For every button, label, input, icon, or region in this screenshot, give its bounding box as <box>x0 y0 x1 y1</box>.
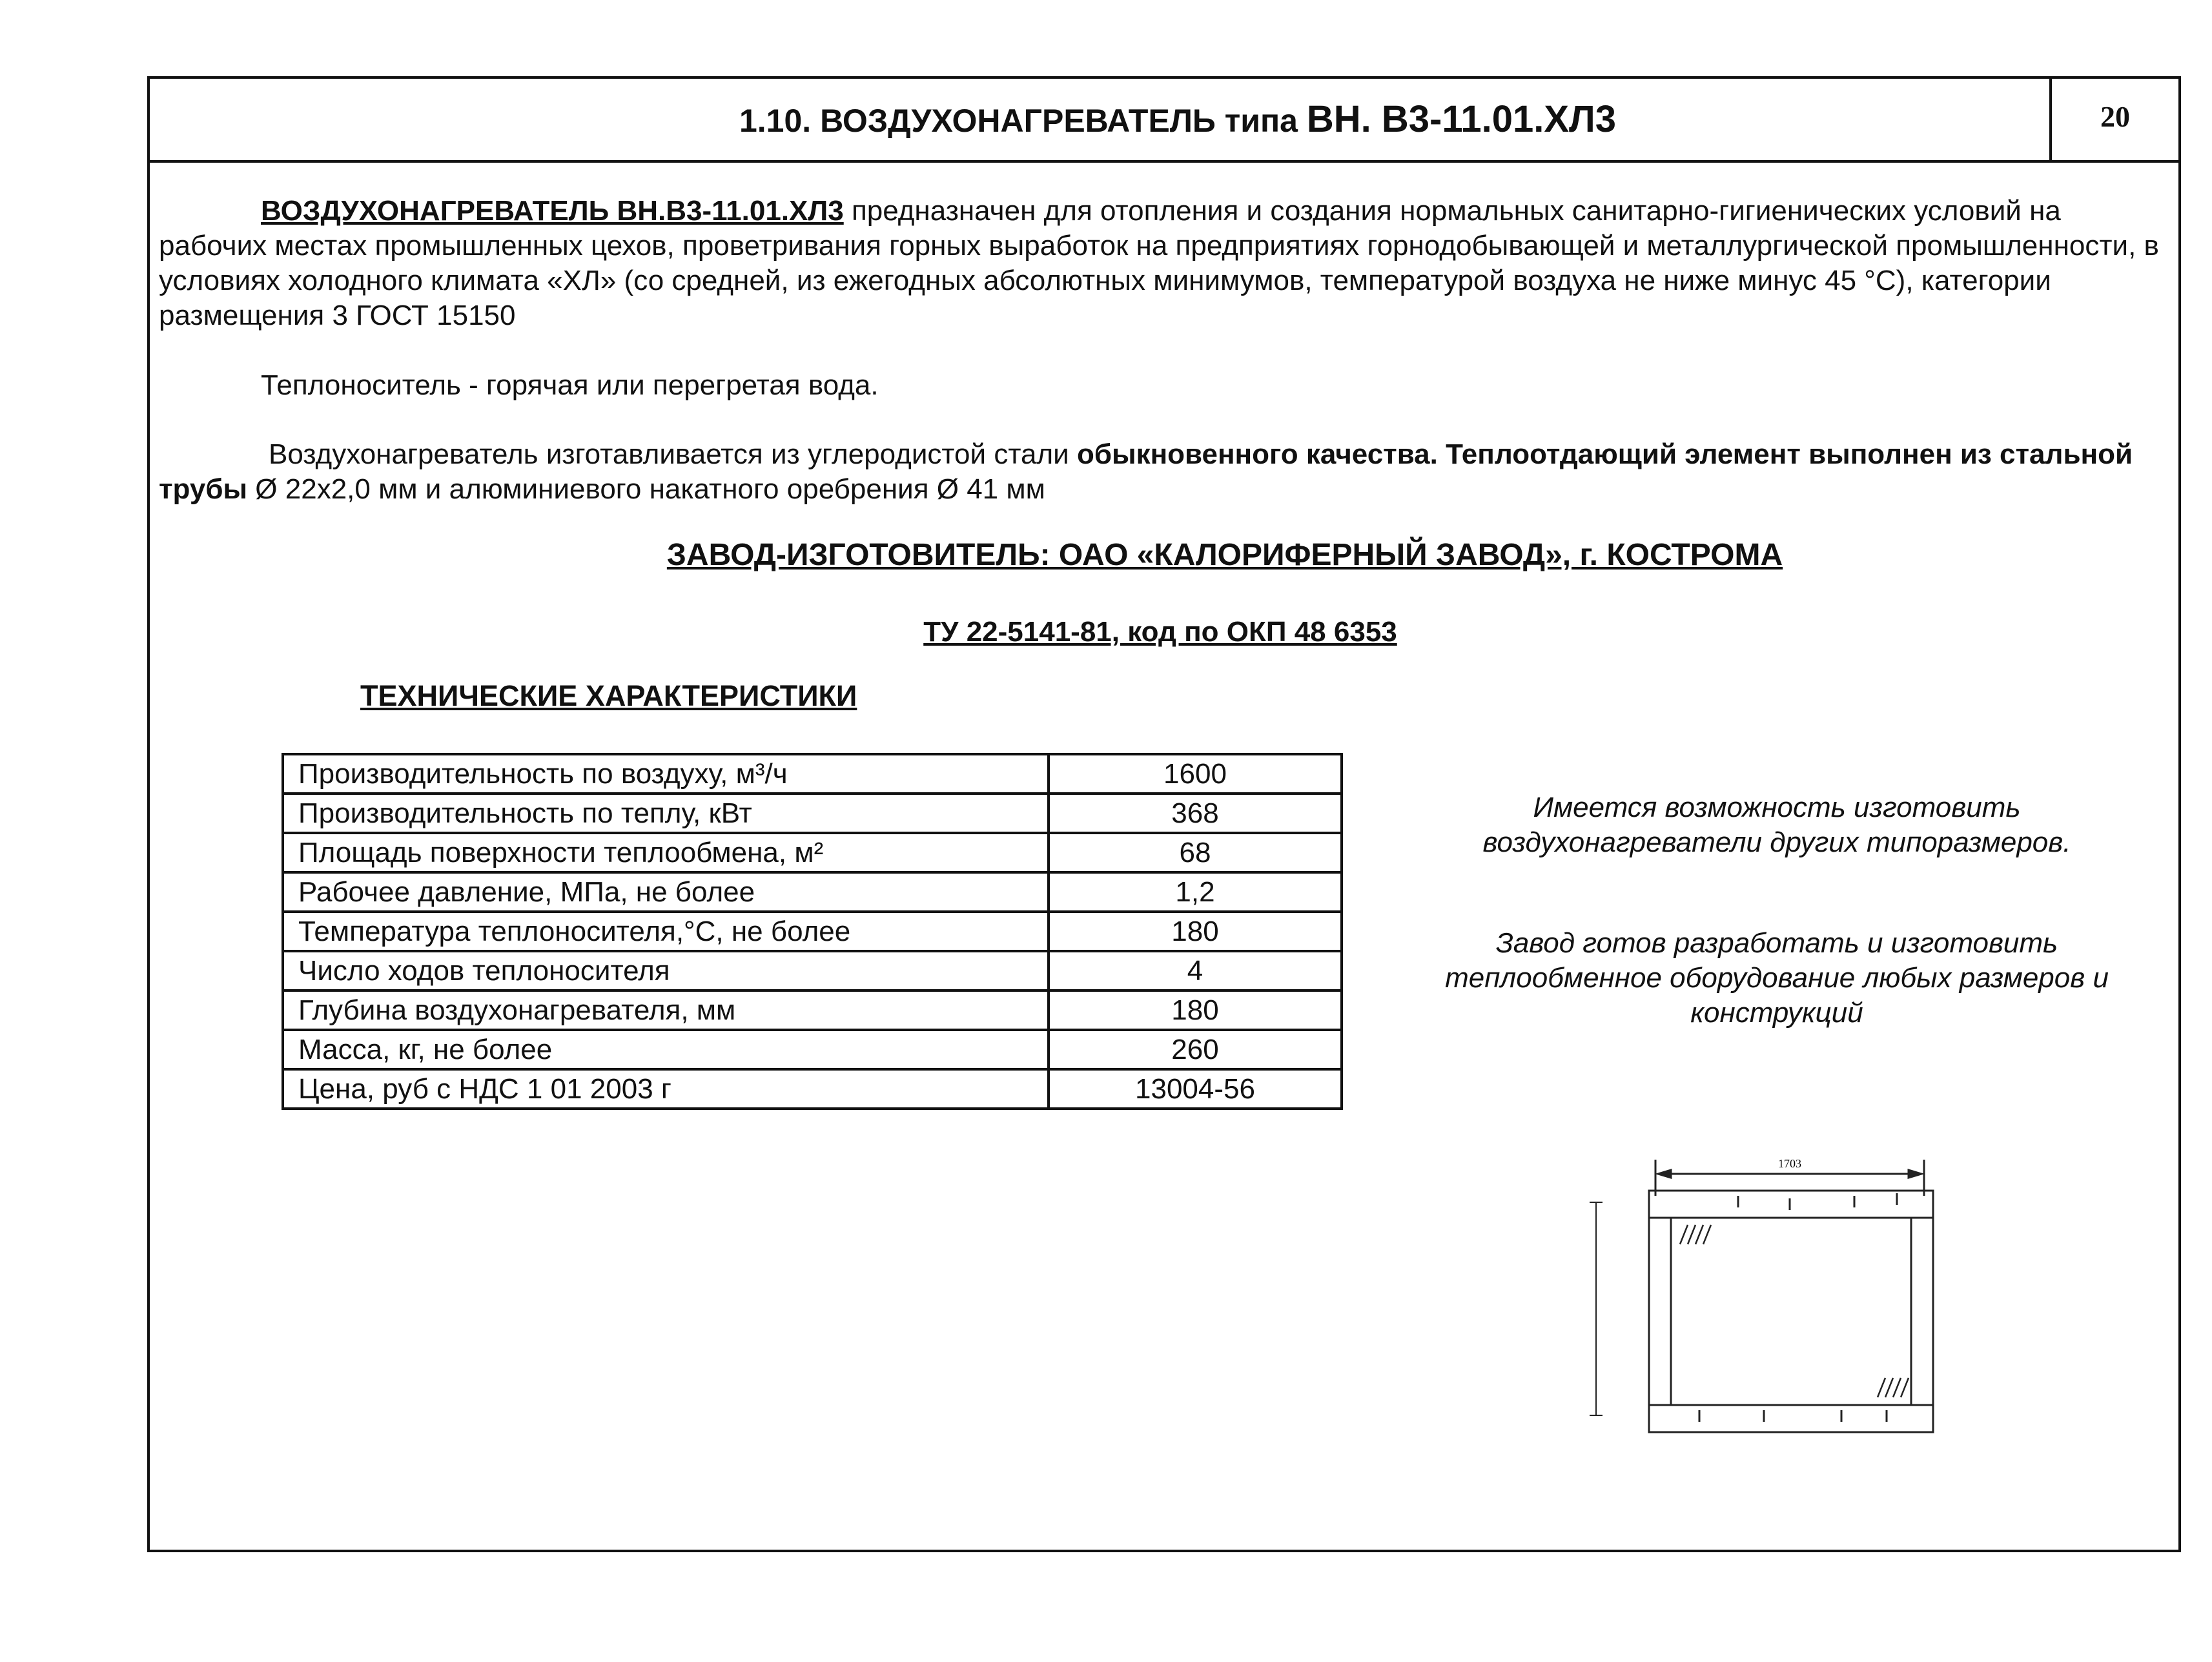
intro-paragraph <box>159 194 2173 333</box>
spec-param: Масса, кг, не более <box>283 1030 1049 1069</box>
spec-param: Цена, руб с НДС 1 01 2003 г <box>283 1069 1049 1109</box>
spec-value: 1,2 <box>1049 872 1342 912</box>
inner-frame <box>1671 1218 1911 1405</box>
standard-line: ТУ 22-5141-81, код по ОКП 48 6353 <box>923 616 1397 648</box>
drawing-dimension-label: 1703 <box>1778 1157 1801 1170</box>
heater-drawing <box>1577 1157 2093 1519</box>
spec-param: Производительность по теплу, кВт <box>283 794 1049 833</box>
material-text-2: обыкновенного качества. Теплоотдающий элемент выполнен из стальной трубы <box>159 438 2133 505</box>
hatch-top <box>1680 1225 1711 1244</box>
title-prefix: 1.10. ВОЗДУХОНАГРЕВАТЕЛЬ типа <box>739 103 1307 139</box>
page-frame <box>147 76 2181 1552</box>
spec-row <box>283 990 1342 1030</box>
material-paragraph <box>159 437 2173 507</box>
dim-arrow-right <box>1909 1170 1921 1178</box>
spec-value: 180 <box>1049 990 1342 1030</box>
spec-param: Число ходов теплоносителя <box>283 951 1049 990</box>
spec-row <box>283 754 1342 794</box>
spec-row <box>283 951 1342 990</box>
spec-value: 4 <box>1049 951 1342 990</box>
page-header <box>150 79 2178 163</box>
page-title <box>150 79 2206 160</box>
title-model: ВН. В3-11.01.ХЛ3 <box>1306 98 1617 140</box>
manufacturer-heading: ЗАВОД-ИЗГОТОВИТЕЛЬ: ОАО «КАЛОРИФЕРНЫЙ ЗАВОД», г. КОСТРОМА <box>666 538 1783 572</box>
intro-lead: ВОЗДУХОНАГРЕВАТЕЛЬ ВН.В3-11.01.ХЛ3 <box>261 195 844 227</box>
spec-value: 1600 <box>1049 754 1342 794</box>
spec-row <box>283 912 1342 951</box>
spec-row <box>283 794 1342 833</box>
specs-heading: ТЕХНИЧЕСКИЕ ХАРАКТЕРИСТИКИ <box>360 679 857 712</box>
spec-value: 13004-56 <box>1049 1069 1342 1109</box>
spec-row <box>283 872 1342 912</box>
spec-value: 180 <box>1049 912 1342 951</box>
material-text-1: Воздухонагреватель изготавливается из углеродистой стали <box>269 438 1077 470</box>
spec-value: 368 <box>1049 794 1342 833</box>
spec-value: 260 <box>1049 1030 1342 1069</box>
hatch-bottom <box>1878 1378 1909 1397</box>
spec-value: 68 <box>1049 833 1342 872</box>
spec-row <box>283 1030 1342 1069</box>
spec-param: Производительность по воздуху, м³/ч <box>283 754 1049 794</box>
coolant-text: Теплоноситель - горячая или перегретая вода. <box>261 369 879 401</box>
page-number: 20 <box>2049 79 2178 160</box>
spec-param: Площадь поверхности теплообмена, м² <box>283 833 1049 872</box>
material-text-3: Ø 22x2,0 мм и алюминиевого накатного оребрения Ø 41 мм <box>247 473 1045 505</box>
coolant-paragraph <box>159 368 2173 403</box>
spec-param: Температура теплоносителя,°С, не более <box>283 912 1049 951</box>
note-other-sizes: Имеется возможность изготовить воздухонагреватели других типоразмеров. <box>1482 792 2071 858</box>
spec-param: Рабочее давление, МПа, не более <box>283 872 1049 912</box>
top-flange <box>1649 1191 1933 1218</box>
dim-arrow-left <box>1658 1170 1671 1178</box>
bottom-flange <box>1649 1405 1933 1432</box>
spec-param: Глубина воздухонагревателя, мм <box>283 990 1049 1030</box>
right-wall <box>1911 1218 1933 1405</box>
spec-row <box>283 1069 1342 1109</box>
intro-text: предназначен для отопления и создания нормальных санитарно-гигиенических условий на рабочих местах промышленных цехов, проветривания горных выработок на предприятиях горнодобывающей и металлургической промышленности, в условиях холодного климата «ХЛ» (со средней, из ежегодных абсолютных минимумов, температурой воздуха не ниже минус 45 °С), категории размещения 3 ГОСТ 15150 <box>159 195 2159 331</box>
spec-row <box>283 833 1342 872</box>
note-custom-equipment: Завод готов разработать и изготовить теплообменное оборудование любых размеров и конструкций <box>1445 927 2109 1029</box>
left-wall <box>1649 1218 1671 1405</box>
specs-table <box>282 753 1343 1110</box>
